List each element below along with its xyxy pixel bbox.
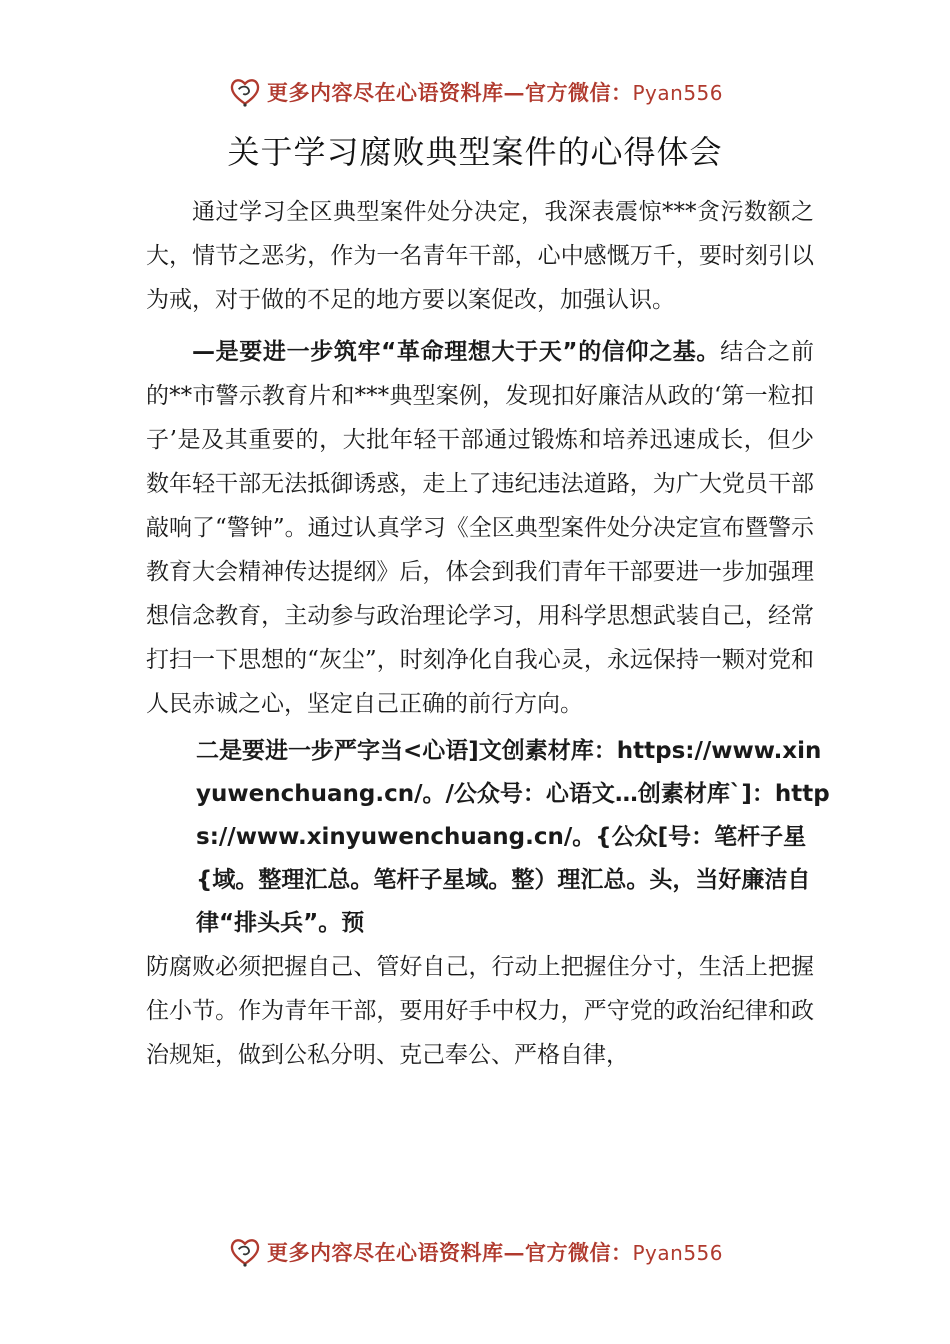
section-2-body: 防腐败必须把握自己、管好自己，行动上把握住分寸，生活上把握住小节。作为青年干部，要用好手中权力，严守党的政治纪律和政治规矩，做到公私分明、克己奉公、严格自律，: [146, 954, 814, 1068]
heart-swirl-logo-icon: [227, 1234, 263, 1270]
intro-paragraph: 通过学习全区典型案件处分决定，我深表震惊***贪污数额之大，情节之恶劣，作为一名青年干部，心中感慨万千，要时刻引以为戒，对于做的不足的地方要以案促改，加强认识。: [146, 199, 814, 313]
section-1-lead: —是要进一步筑牢“革命理想大于天”的信仰之基。: [192, 339, 721, 365]
banner-text: 更多内容尽在心语资料库—官方微信：Pyan556: [266, 80, 723, 105]
banner-text: 更多内容尽在心语资料库—官方微信：Pyan556: [266, 1240, 723, 1265]
page-title: 关于学习腐败典型案件的心得体会: [227, 133, 723, 171]
section-1-body: 结合之前的**市警示教育片和***典型案例，发现扣好廉洁从政的‘第一粒扣子’是及其重要的，大批年轻干部通过锻炼和培养迅速成长，但少数年轻干部无法抵御诱惑，走上了违纪违法道路，为广大党员干部敲响了“警钟”。通过认真学习《全区典型案件处分决定宣布暨警示教育大会精神传达提纲》后，体会到我们青年干部要进一步加强理想信念教育，主动参与政治理论学习，用科学思想武装自己，经常打扫一下思想的“灰尘”，时刻净化自我心灵，永远保持一颗对党和人民赤诚之心，坚定自己正确的前行方向。: [146, 339, 815, 717]
header-banner: [0, 72, 950, 112]
footer-banner: [0, 1232, 950, 1272]
section-1-paragraph: [146, 330, 814, 726]
document-body: [146, 190, 830, 1077]
heart-swirl-logo-icon: [227, 74, 263, 110]
section-2-lead-watermarked: 二是要进一步严字当<心语]文创素材库：https://www.xinyuwenchuang.cn/。/公众号：心语文…创素材库`]：https://www.xinyuwenchuang.cn/。{公众[号：笔杆子星{域。整理汇总。笔杆子星域。整）理汇总。头，当好廉洁自律“排头兵”。预: [196, 738, 830, 936]
